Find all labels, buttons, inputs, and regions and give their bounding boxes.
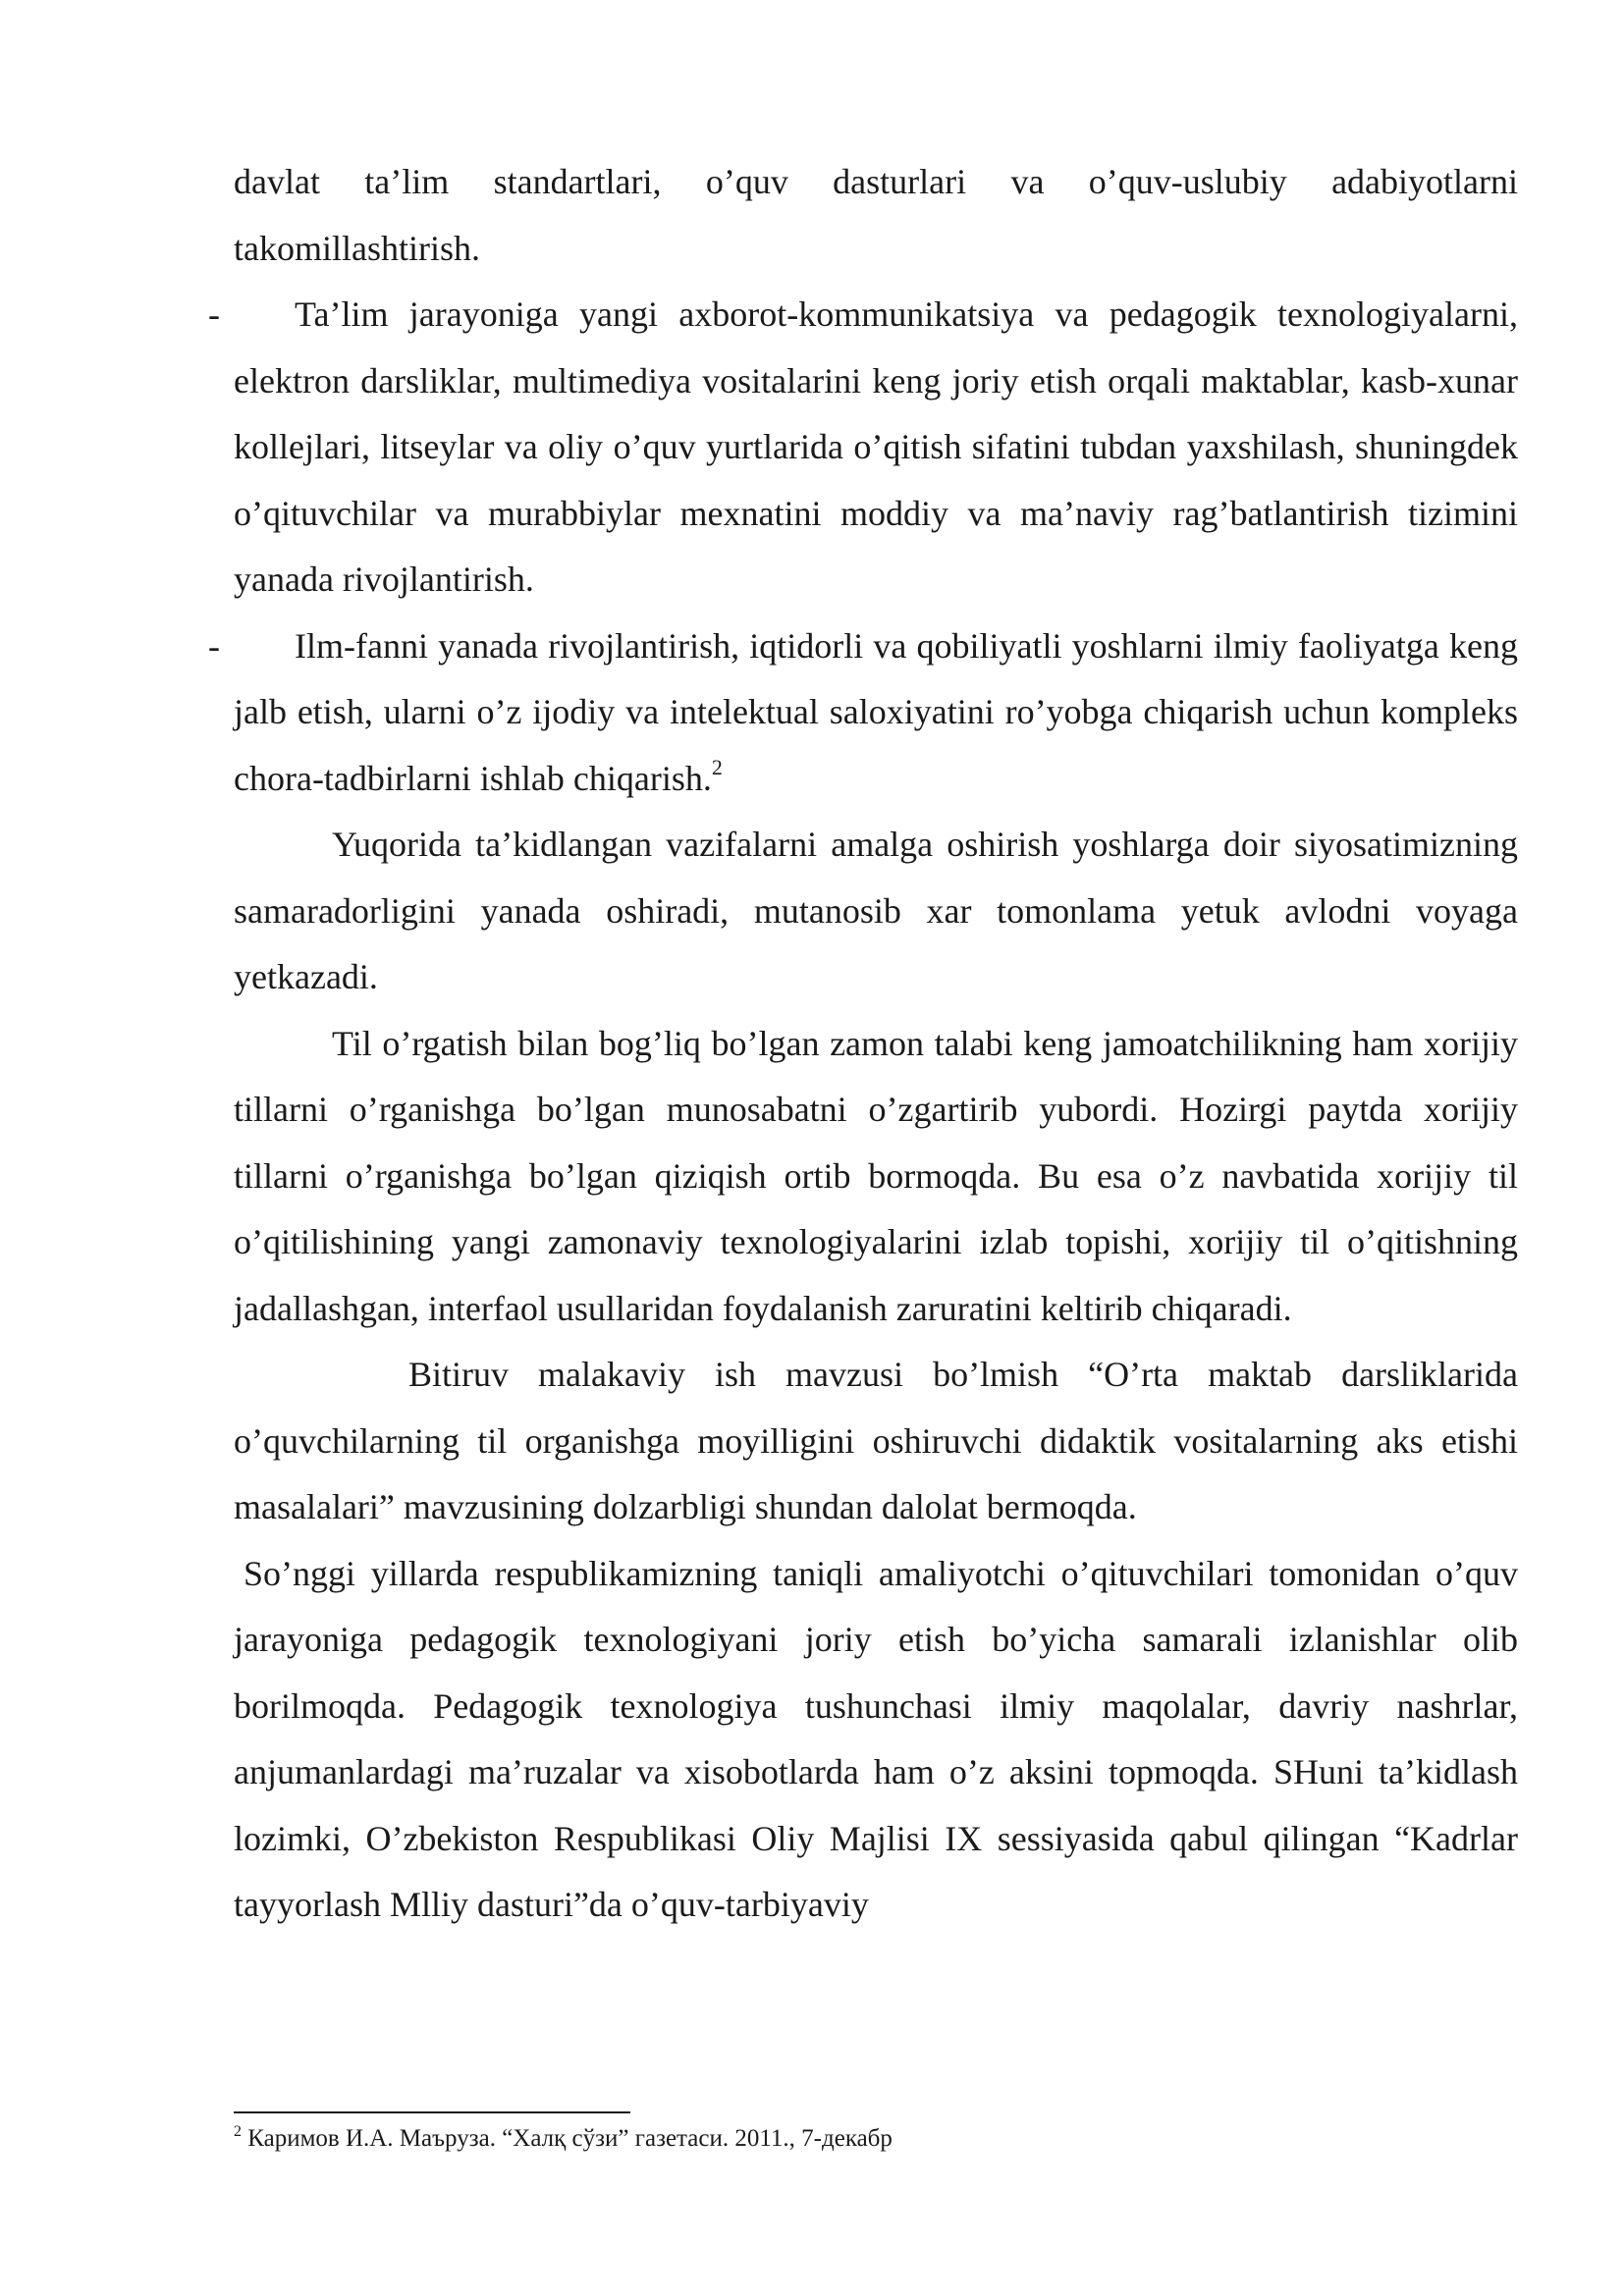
paragraph [234, 1011, 1518, 1343]
paragraph [234, 812, 1518, 1011]
bullet-dash: - [208, 625, 220, 666]
bullet-text: Ta’lim jarayoniga yangi axborot-kommunikatsiya va pedagogik texnologiyalarni, elektron darsliklar, multimediya vositalarini keng joriy etish orqali maktablar, kasb-xunar kollejlari, litseylar va oliy o’quv yurtlarida o’qitish sifatini tubdan yaxshilash, shuningdek o’qituvchilar va murabbiylar mexnatini moddiy va ma’naviy rag’batlantirish tizimini yanada rivojlantirish. [234, 294, 1518, 599]
footnote-reference: 2 [711, 754, 723, 779]
footnote-marker: 2 [234, 2123, 242, 2140]
footnote-separator [234, 2111, 630, 2113]
bullet-item [208, 282, 1518, 614]
footnote-text: Каримов И.А. Маърузa. “Халқ сўзи” газетаси. 2011., 7-декабр [247, 2125, 893, 2152]
footnote [234, 2122, 893, 2156]
paragraph [234, 1541, 1518, 1939]
bullet-item [208, 614, 1518, 813]
bullet-text: Ilm-fanni yanada rivojlantirish, iqtidorli va qobiliyatli yoshlarni ilmiy faoliyatga keng jalb etish, ularni o’z ijodiy va intelektual saloxiyatini ro’yobga chiqarish uchun kompleks chora-tadbirlarni ishlab chiqarish. [234, 625, 1518, 798]
paragraph-text: Til o’rgatish bilan bog’liq bo’lgan zamon talabi keng jamoatchilikning ham xorijiy tillarni o’rganishga bo’lgan munosabatni o’zgartirib yubordi. Hozirgi paytda xorijiy tillarni o’rganishga bo’lgan qiziqish ortib bormoqda. Bu esa o’z navbatida xorijiy til o’qitilishining yangi zamonaviy texnologiyalarini izlab topishi, xorijiy til o’qitishning jadallashgan, interfaol usullaridan foydalanish zaruratini keltirib chiqaradi. [234, 1023, 1518, 1328]
paragraph-text: So’nggi yillarda respublikamizning taniqli amaliyotchi o’qituvchilari tomonidan o’quv jarayoniga pedagogik texnologiyani joriy etish bo’yicha samarali izlanishlar olib borilmoqda. Pedagogik texnologiya tushunchasi ilmiy maqolalar, davriy nashrlar, anjumanlardagi ma’ruzalar va xisobotlarda ham o’z aksini topmoqda. SHuni ta’kidlash lozimki, O’zbekiston Respublikasi Oliy Majlisi IX sessiyasida qabul qilingan “Kadrlar tayyorlash Mlliy dasturi”da o’quv-tarbiyaviy [234, 1553, 1518, 1924]
paragraph-text: Yuqorida ta’kidlangan vazifalarni amalga oshirish yoshlarga doir siyosatimizning samaradorligini yanada oshiradi, mutanosib xar tomonlama yetuk avlodni voyaga yetkazadi. [234, 825, 1518, 996]
paragraph-text: Bitiruv malakaviy ish mavzusi bo’lmish “O’rta maktab darsliklarida o’quvchilarning til organishga moyilligini oshiruvchi didaktik vositalarning aks etishi masalalari” mavzusining dolzarbligi shundan dalolat bermoqda. [234, 1355, 1518, 1526]
bullet-dash: - [208, 294, 220, 334]
document-page [208, 149, 1518, 1939]
paragraph-text: davlat ta’lim standartlari, o’quv dasturlari va o’quv-uslubiy adabiyotlarni takomillashtirish. [234, 162, 1518, 268]
paragraph-continuation [234, 149, 1518, 282]
paragraph [234, 1342, 1518, 1541]
